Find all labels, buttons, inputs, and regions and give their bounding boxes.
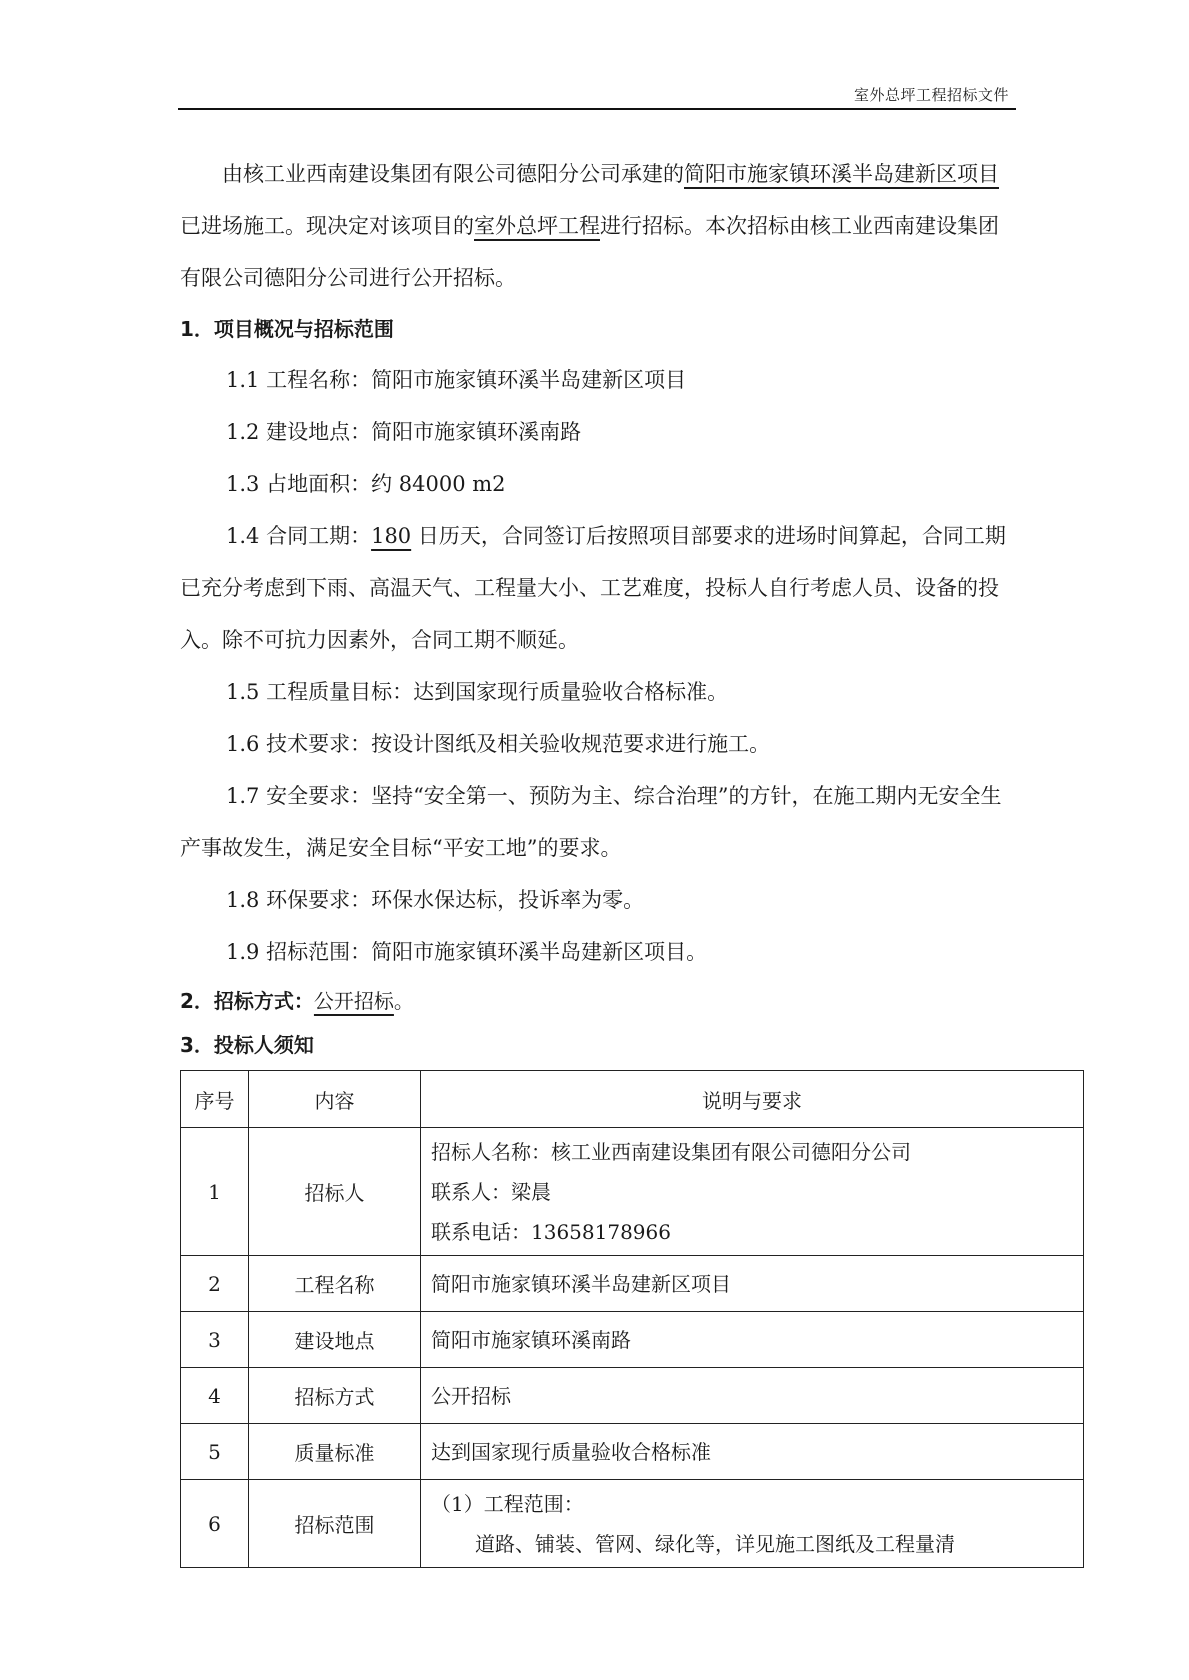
- section-2-value: 公开招标: [313, 989, 394, 1013]
- desc-line: 招标人名称：核工业西南建设集团有限公司德阳分公司: [431, 1139, 911, 1164]
- item-1-4-days: 180: [371, 524, 412, 548]
- row-desc: 公开招标: [421, 1368, 1084, 1424]
- desc-line: （1）工程范围：: [431, 1491, 584, 1516]
- table-row: [181, 1424, 1084, 1480]
- row-desc: [421, 1480, 1084, 1568]
- row-desc: 简阳市施家镇环溪南路: [421, 1312, 1084, 1368]
- header-item: 内容: [249, 1071, 421, 1128]
- table-row: [181, 1368, 1084, 1424]
- section-1-title: 1．项目概况与招标范围: [180, 317, 394, 341]
- item-1-1: 1.1 工程名称：简阳市施家镇环溪半岛建新区项目: [226, 368, 687, 392]
- row-item: 招标人: [249, 1128, 421, 1256]
- row-desc: 简阳市施家镇环溪半岛建新区项目: [421, 1256, 1084, 1312]
- intro-paragraph: [180, 148, 1016, 304]
- bidder-notice-table: [180, 1070, 1084, 1568]
- item-1-5: 1.5 工程质量目标：达到国家现行质量验收合格标准。: [226, 680, 729, 704]
- section-2-title: 2．招标方式：: [180, 989, 314, 1013]
- row-no: 4: [181, 1368, 249, 1424]
- table-row: [181, 1312, 1084, 1368]
- row-desc: 达到国家现行质量验收合格标准: [421, 1424, 1084, 1480]
- section-3-title: 3．投标人须知: [180, 1033, 314, 1057]
- desc-line: 联系电话：13658178966: [431, 1219, 671, 1244]
- intro-part3: 进行招标。本次招标由核工业西南建设集团有限公司德阳分公司进行公开招标。: [180, 214, 999, 290]
- item-1-6: 1.6 技术要求：按设计图纸及相关验收规范要求进行施工。: [226, 732, 771, 756]
- row-desc: [421, 1128, 1084, 1256]
- header-rule: [178, 108, 1016, 110]
- header-desc: 说明与要求: [421, 1071, 1084, 1128]
- section-2: [180, 978, 1016, 1024]
- row-no: 2: [181, 1256, 249, 1312]
- table-header-row: [181, 1071, 1084, 1128]
- row-no: 5: [181, 1424, 249, 1480]
- row-no: 3: [181, 1312, 249, 1368]
- row-item: 质量标准: [249, 1424, 421, 1480]
- item-1-4: [180, 510, 1016, 666]
- item-1-7: 1.7 安全要求：坚持“安全第一、预防为主、综合治理”的方针，在施工期内无安全生产事故发生，满足安全目标“平安工地”的要求。: [180, 784, 1002, 860]
- table-row: [181, 1480, 1084, 1568]
- intro-project-name: 简阳市施家镇环溪半岛建新区项目: [684, 162, 999, 186]
- table-row: [181, 1256, 1084, 1312]
- row-item: 建设地点: [249, 1312, 421, 1368]
- section-2-suffix: 。: [393, 989, 414, 1013]
- intro-part2: 已进场施工。现决定对该项目的: [180, 214, 474, 238]
- row-item: 招标方式: [249, 1368, 421, 1424]
- item-1-4-rest: 日历天，合同签订后按照项目部要求的进场时间算起，合同工期已充分考虑到下雨、高温天气、工程量大小、工艺难度，投标人自行考虑人员、设备的投入。除不可抗力因素外，合同工期不顺延。: [180, 524, 1006, 652]
- intro-part1: 由核工业西南建设集团有限公司德阳分公司承建的: [222, 162, 684, 186]
- desc-line: 联系人：梁晨: [431, 1179, 551, 1204]
- header-no: 序号: [181, 1071, 249, 1128]
- intro-scope: 室外总坪工程: [474, 214, 600, 238]
- document-body: [180, 148, 1016, 1066]
- header-title: 室外总坪工程招标文件: [853, 86, 1009, 104]
- row-item: 工程名称: [249, 1256, 421, 1312]
- table-row: [181, 1128, 1084, 1256]
- item-1-3: 1.3 占地面积：约 84000 m2: [226, 472, 506, 496]
- desc-line: 道路、铺装、管网、绿化等，详见施工图纸及工程量清: [475, 1531, 955, 1556]
- item-1-8: 1.8 环保要求：环保水保达标，投诉率为零。: [226, 888, 645, 912]
- item-1-4-prefix: 1.4 合同工期：: [226, 524, 372, 548]
- row-no: 1: [181, 1128, 249, 1256]
- row-no: 6: [181, 1480, 249, 1568]
- item-1-2: 1.2 建设地点：简阳市施家镇环溪南路: [226, 420, 582, 444]
- row-item: 招标范围: [249, 1480, 421, 1568]
- item-1-9: 1.9 招标范围：简阳市施家镇环溪半岛建新区项目。: [226, 940, 708, 964]
